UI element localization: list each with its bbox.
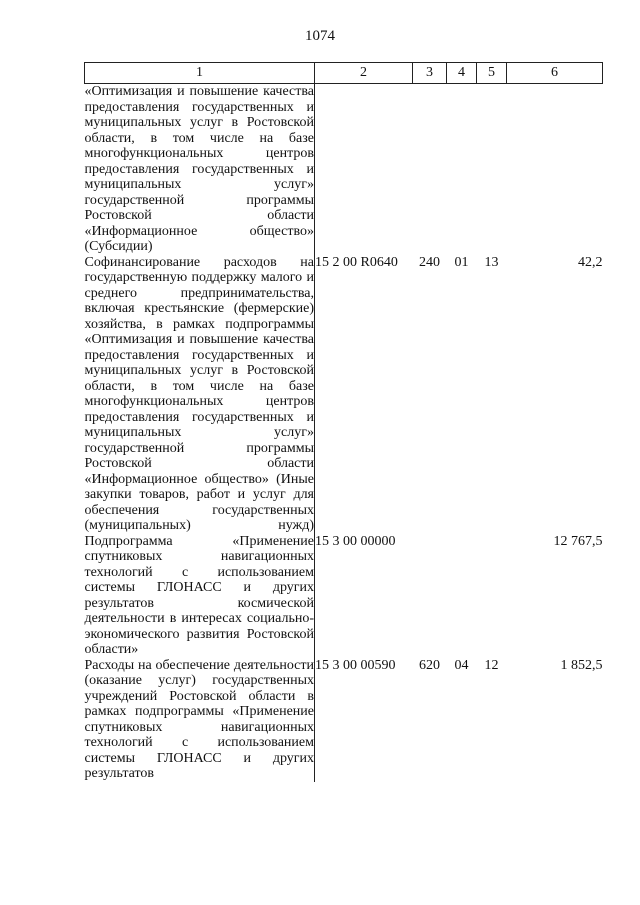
row-section (447, 534, 477, 658)
row-amount: 1 852,5 (560, 657, 603, 673)
row-vr: 240 (419, 254, 440, 270)
row-vr: 620 (419, 657, 440, 673)
row-description: Расходы на обеспечение деятельности (оказание услуг) государственных учреждений Ростовской области в рамках подпрограммы «Применение спутниковых навигационных технологий с использованием системы ГЛОНАСС и других результатов (84, 657, 314, 781)
row-section: 04 (454, 657, 469, 673)
row-subsection: 12 (484, 657, 499, 673)
row-amount: 12 767,5 (553, 533, 603, 549)
row-section: 01 (454, 254, 469, 270)
header-amount: 6 (507, 63, 603, 84)
header-code: 2 (315, 63, 413, 84)
row-vr (413, 534, 447, 658)
header-section: 4 (447, 63, 477, 84)
table-row (85, 534, 603, 658)
row-subsection (477, 84, 507, 255)
row-description: Подпрограмма «Применение спутниковых навигационных технологий с использованием системы ГЛОНАСС и других результатов космической деятельности в интересах социально-экономического развития Ростовской области» (84, 533, 314, 657)
row-vr (413, 84, 447, 255)
table-row (85, 84, 603, 255)
header-subsection: 5 (477, 63, 507, 84)
row-amount: 42,2 (578, 254, 603, 270)
header-description: 1 (85, 63, 315, 84)
row-description: «Оптимизация и повышение качества предоставления государственных и муниципальных услуг в Ростовской области, в том числе на базе многофункциональных центров предоставления государственных и муниципальных услуг» государственной программы Ростовской области «Информационное общество» (Субсидии) (84, 84, 314, 254)
row-code: 15 3 00 00000 (315, 533, 396, 549)
table-row (85, 658, 603, 782)
row-section (447, 84, 477, 255)
row-amount (507, 84, 603, 255)
budget-table (84, 62, 603, 782)
row-subsection: 13 (484, 254, 499, 270)
header-row (85, 63, 603, 84)
row-subsection (477, 534, 507, 658)
row-description: Софинансирование расходов на государственную поддержку малого и среднего предпринимательства, включая крестьянские (фермерские) хозяйства, в рамках подпрограммы «Оптимизация и повышение качества предоставления государственных и муниципальных услуг в Ростовской области, в том числе на базе многофункциональных центров предоставления государственных и муниципальных услуг» государственной программы Ростовской области «Информационное общество» (Иные закупки товаров, работ и услуг для обеспечения государственных (муниципальных) нужд) (84, 254, 314, 533)
table-row (85, 255, 603, 534)
row-code (315, 84, 413, 255)
header-vr: 3 (413, 63, 447, 84)
row-code: 15 3 00 00590 (315, 657, 396, 673)
row-code: 15 2 00 R0640 (315, 254, 398, 270)
page-number: 1074 (305, 28, 335, 44)
